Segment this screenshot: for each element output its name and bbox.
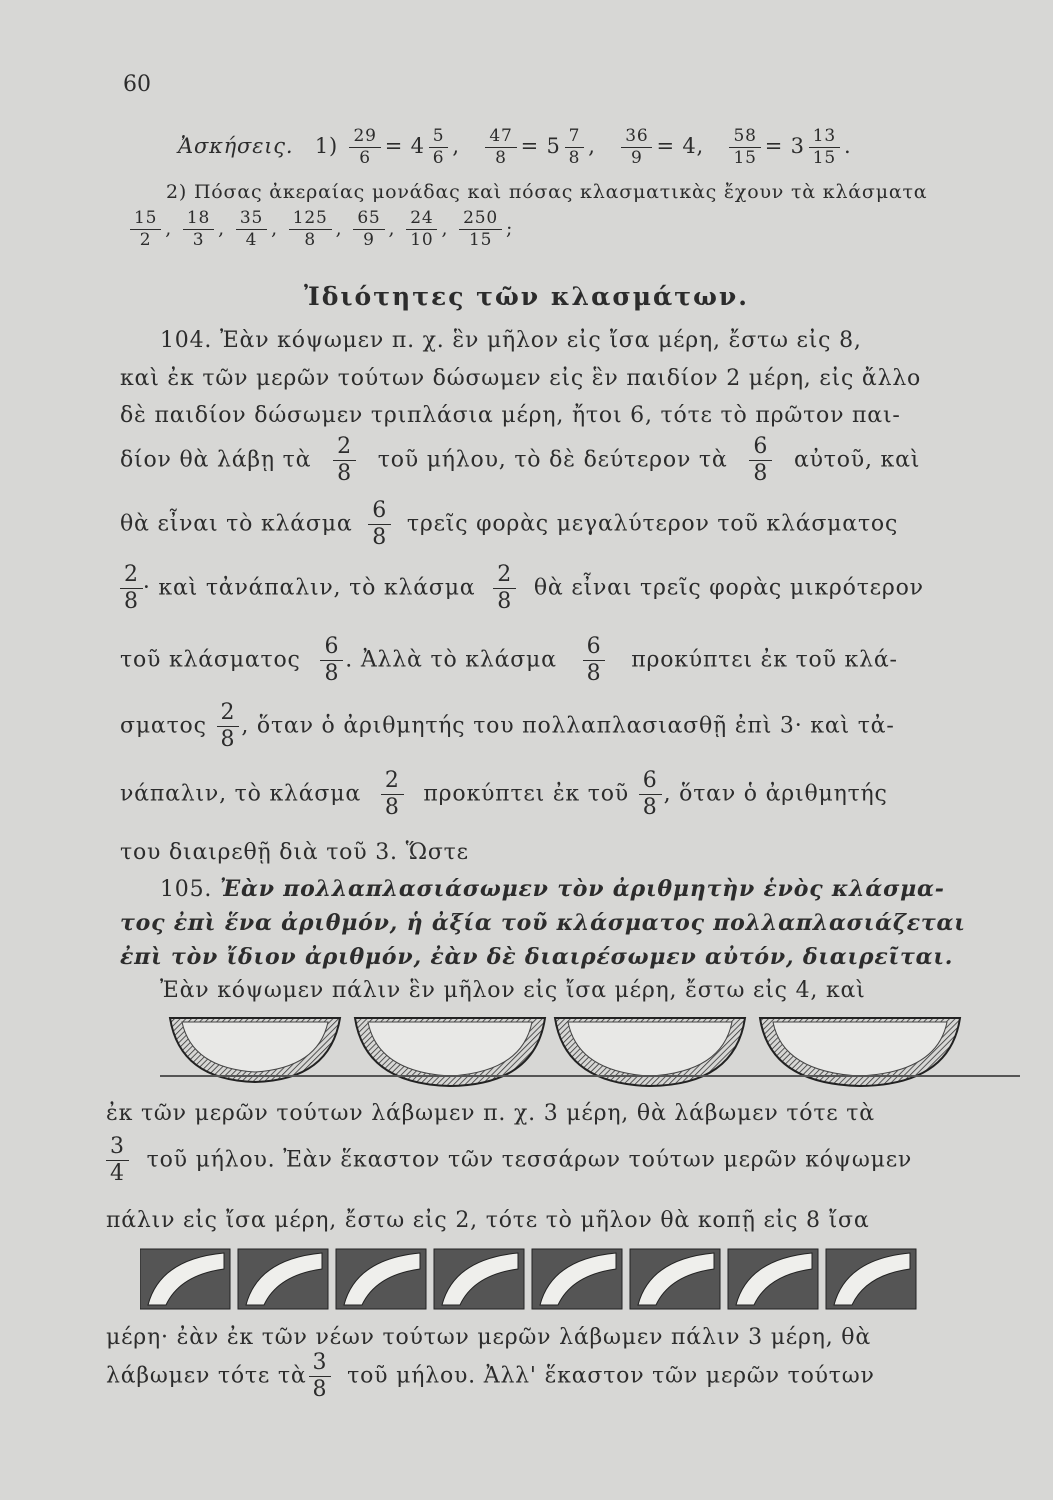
- fraction-6-8: $\frac{6}{8}$: [583, 636, 606, 685]
- p105-line-3: ἐπὶ τὸν ἴδιον ἀριθμόν, ἐὰν δὲ διαιρέσωμεν αὐτόν, διαιρεῖται.: [120, 944, 954, 970]
- fraction: $\frac{125}{8}$: [289, 210, 332, 249]
- fraction-6-8: $\frac{6}{8}$: [368, 500, 391, 549]
- apple-eighth-4: [434, 1249, 524, 1309]
- p104-line-9: νάπαλιν, τὸ κλάσμα $\frac{2}{8}$ προκύπτει ἐκ τοῦ $\frac{6}{8}$ , ὅταν ὁ ἀριθμητής: [120, 768, 888, 820]
- paragraph-number: 105.: [160, 877, 213, 902]
- fraction-2-8: $\frac{2}{8}$: [493, 564, 516, 613]
- fraction-3-8: $\frac{3}{8}$: [309, 1352, 332, 1401]
- exercises-label: Ἀσκήσεις.: [178, 134, 294, 158]
- p104-line-5: θὰ εἶναι τὸ κλάσμα $\frac{6}{8}$ τρεῖς φορὰς μεγαλύτερον τοῦ κλάσματος: [120, 498, 899, 550]
- fraction: $\frac{65}{9}$: [353, 210, 384, 249]
- p104-line-8: σματος $\frac{2}{8}$ , ὅταν ὁ ἀριθμητής του πολλαπλασιασθῇ ἐπὶ 3· καὶ τἀ-: [120, 700, 895, 752]
- fraction: $\frac{35}{4}$: [236, 210, 267, 249]
- apple-eighth-1: [140, 1249, 230, 1309]
- p104-line-7: τοῦ κλάσματος $\frac{6}{8}$ . Ἀλλὰ τὸ κλάσμα $\frac{6}{8}$ προκύπτει ἐκ τοῦ κλά-: [120, 634, 898, 686]
- fraction: $\frac{29}{6}$: [349, 128, 380, 167]
- fraction-2-8: $\frac{2}{8}$: [120, 564, 143, 613]
- fraction: $\frac{5}{6}$: [429, 128, 449, 167]
- exercise-line-1: Ἀσκήσεις. 1) $\frac{29}{6}$ = 4 $\frac{5}{6}$ , $\frac{47}{8}$ = 5 $\frac{7}{8}$ , $\frac{36}{9}$ = 4, $\frac{58}{15}$ = 3 $\frac{13}{15}$ .: [178, 126, 852, 168]
- fraction: $\frac{24}{10}$: [406, 210, 437, 249]
- exercise-1-number: 1): [314, 134, 338, 158]
- p-after-line-4: πάλιν εἰς ἴσα μέρη, ἔστω εἰς 2, τότε τὸ μῆλον θὰ κοπῇ εἰς 8 ἴσα: [106, 1208, 870, 1233]
- exercise-2-question: 2) Πόσας ἀκεραίας μονάδας καὶ πόσας κλασματικὰς ἔχουν τὰ κλάσματα: [166, 181, 928, 203]
- fraction: $\frac{7}{8}$: [565, 128, 585, 167]
- apple-eighth-5: [532, 1249, 622, 1309]
- exercise-2-fractions: $\frac{15}{2}$ , $\frac{18}{3}$ , $\frac{35}{4}$ , $\frac{125}{8}$ , $\frac{65}{9}$ , $\frac{24}{10}$ , $\frac{250}{15}$ ;: [126, 210, 1026, 249]
- p104-line-2: καὶ ἐκ τῶν μερῶν τούτων δώσωμεν εἰς ἓν παιδίον 2 μέρη, εἰς ἄλλο: [120, 366, 922, 391]
- p104-line-10: του διαιρεθῇ διὰ τοῦ 3. Ὥστε: [120, 840, 469, 865]
- p-after-line-1: Ἐὰν κόψωμεν πάλιν ἓν μῆλον εἰς ἴσα μέρη, ἔστω εἰς 4, καὶ: [160, 978, 866, 1003]
- fraction: $\frac{15}{2}$: [130, 210, 161, 249]
- p104-line-4: δίον θὰ λάβῃ τὰ $\frac{2}{8}$ τοῦ μήλου, τὸ δὲ δεύτερον τὰ $\frac{6}{8}$ αὐτοῦ, καὶ: [120, 434, 921, 486]
- p-after-line-3: $\frac{3}{4}$ τοῦ μήλου. Ἐὰν ἕκαστον τῶν τεσσάρων τούτων μερῶν κόψωμεν: [106, 1136, 1006, 1185]
- fraction: $\frac{58}{15}$: [729, 128, 760, 167]
- p-after-line-6: λάβωμεν τότε τὰ $\frac{3}{8}$ τοῦ μήλου. Ἀλλ' ἕκαστον τῶν μερῶν τούτων: [106, 1350, 875, 1402]
- fraction: $\frac{250}{15}$: [459, 210, 502, 249]
- p104-line-3: δὲ παιδίον δώσωμεν τριπλάσια μέρη, ἤτοι 6, τότε τὸ πρῶτον παι-: [120, 403, 901, 428]
- fraction: $\frac{18}{3}$: [183, 210, 214, 249]
- apple-eighth-6: [630, 1249, 720, 1309]
- fraction: $\frac{13}{15}$: [809, 128, 840, 167]
- fraction: $\frac{36}{9}$: [621, 128, 652, 167]
- fraction: $\frac{47}{8}$: [485, 128, 516, 167]
- apple-eighth-8: [826, 1249, 916, 1309]
- fraction-2-8: $\frac{2}{8}$: [333, 436, 356, 485]
- p105-line-2: τος ἐπὶ ἕνα ἀριθμόν, ἡ ἀξία τοῦ κλάσματος πολλαπλασιάζεται: [120, 910, 966, 936]
- fraction-2-8: $\frac{2}{8}$: [381, 770, 404, 819]
- fraction-6-8: $\frac{6}{8}$: [749, 436, 772, 485]
- p-after-line-5: μέρη· ἐὰν ἐκ τῶν νέων τούτων μερῶν λάβωμεν πάλιν 3 μέρη, θὰ: [106, 1325, 871, 1350]
- whole-number: 3: [790, 134, 805, 158]
- p-after-line-2: ἐκ τῶν μερῶν τούτων λάβωμεν π. χ. 3 μέρη, θὰ λάβωμεν τότε τὰ: [106, 1101, 875, 1126]
- apple-quarters-figure: [160, 1010, 1020, 1090]
- fraction-6-8: $\frac{6}{8}$: [639, 770, 662, 819]
- apple-eighths-group: [140, 1249, 916, 1309]
- rule-text: Ἐὰν πολλαπλασιάσωμεν τὸν ἀριθμητὴν ἑνὸς κλάσμα-: [219, 876, 945, 902]
- apple-eighth-7: [728, 1249, 818, 1309]
- fraction-3-4: $\frac{3}{4}$: [106, 1136, 129, 1185]
- fraction-2-8: $\frac{2}{8}$: [217, 702, 240, 751]
- apple-eighth-2: [238, 1249, 328, 1309]
- section-heading: Ἰδιότητες τῶν κλασμάτων.: [304, 282, 749, 311]
- p105-line-1: [160, 876, 1053, 902]
- p104-line-6: $\frac{2}{8}$ · καὶ τἀνάπαλιν, τὸ κλάσμα $\frac{2}{8}$ θὰ εἶναι τρεῖς φορὰς μικρότερον: [120, 564, 1020, 613]
- whole-number: 4: [682, 134, 697, 158]
- fraction-6-8: $\frac{6}{8}$: [320, 636, 343, 685]
- p104-line-1: 104. Ἐὰν κόψωμεν π. χ. ἓν μῆλον εἰς ἴσα μέρη, ἔστω εἰς 8,: [160, 328, 862, 353]
- apple-eighth-3: [336, 1249, 426, 1309]
- whole-number: 4: [410, 134, 425, 158]
- whole-number: 5: [546, 134, 561, 158]
- page-number: 60: [123, 72, 151, 97]
- apple-eighths-figure: [140, 1245, 940, 1317]
- apple-quarter-1: [170, 1018, 340, 1082]
